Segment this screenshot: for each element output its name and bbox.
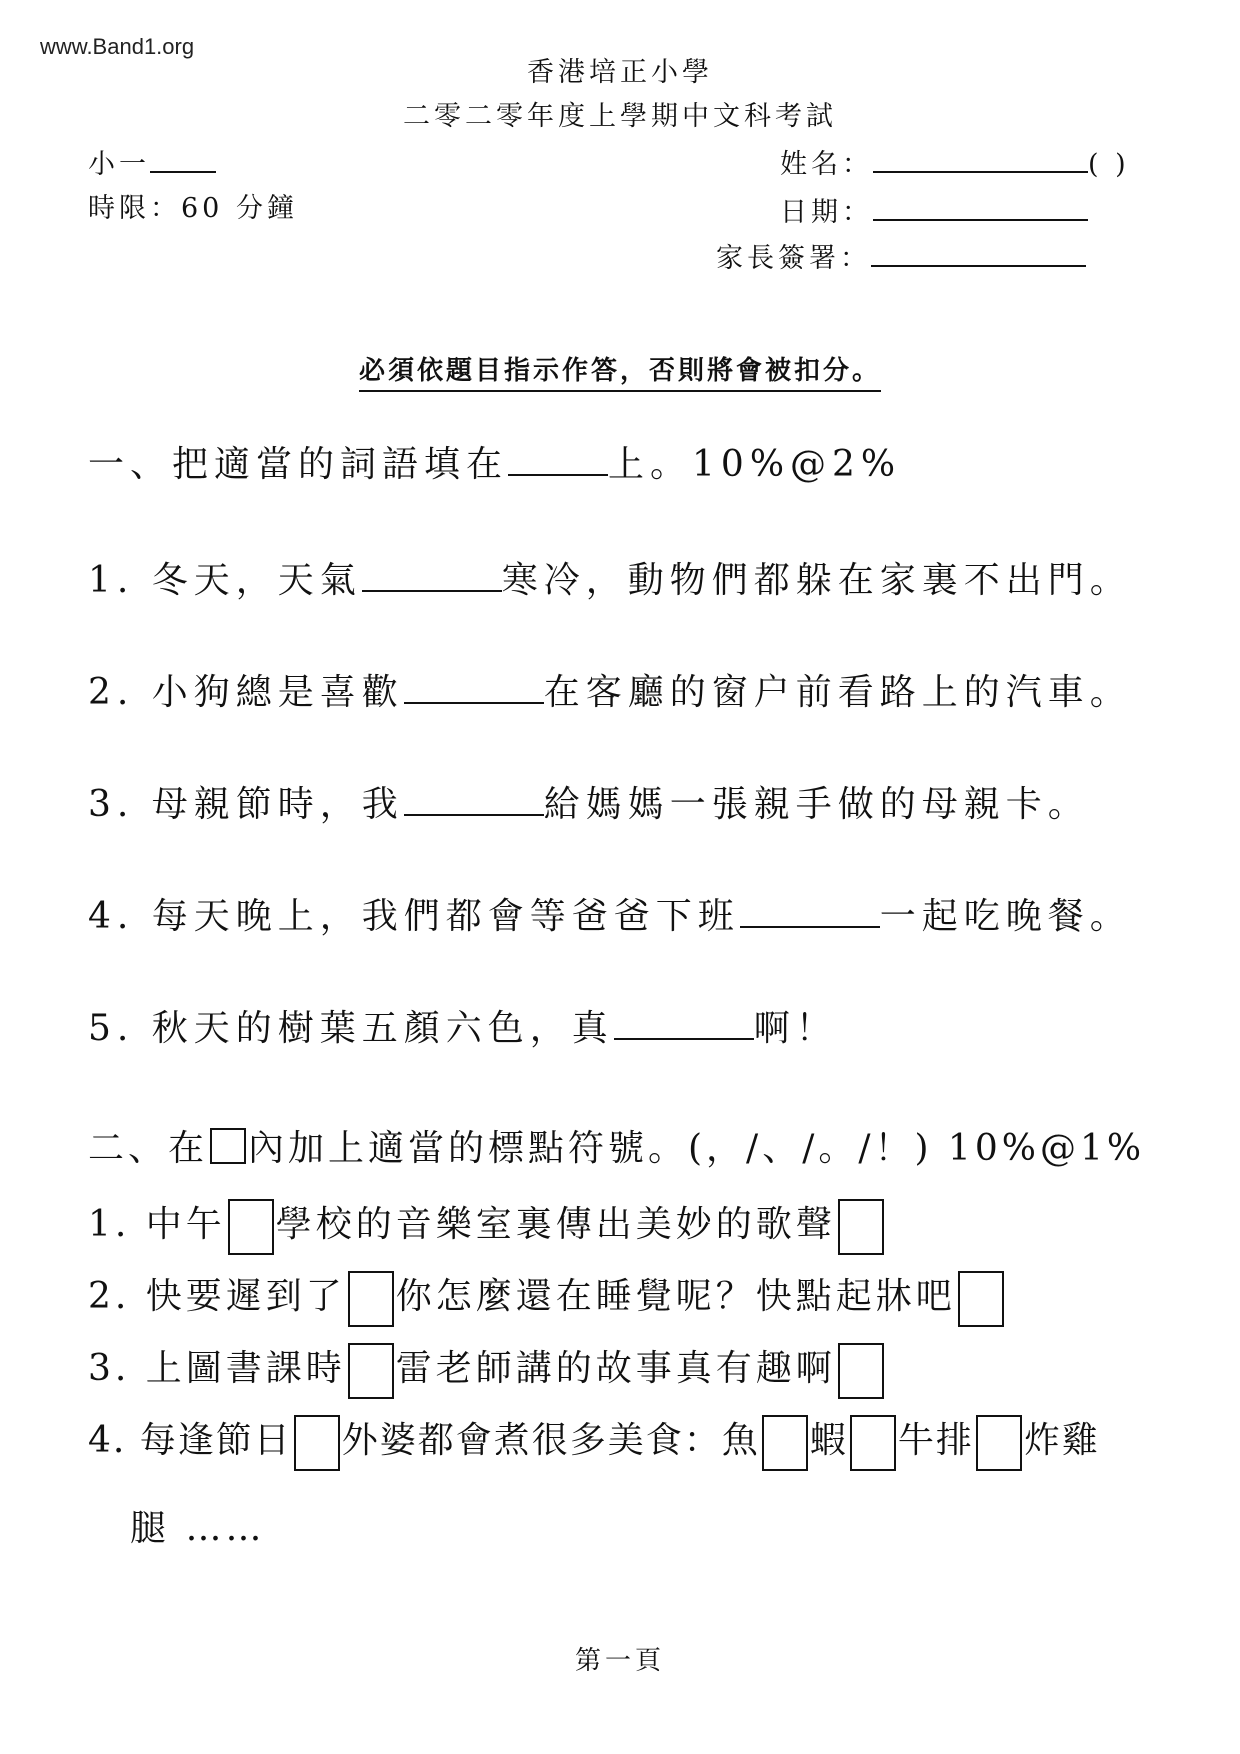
date-blank[interactable]: [873, 218, 1088, 221]
punctuation-box[interactable]: [348, 1343, 394, 1399]
s1-question-3: 3. 母親節時，我 給媽媽一張親手做的母親卡。: [88, 784, 1090, 825]
class-blank[interactable]: [150, 170, 216, 173]
punctuation-box[interactable]: [838, 1343, 884, 1399]
class-field: [88, 142, 216, 181]
answer-blank[interactable]: [404, 813, 544, 816]
s2-question-4-continued: 腿 ……: [130, 1508, 266, 1549]
instruction: 必須依題目指示作答，否則將會被扣分。: [0, 350, 1240, 387]
s2-question-4: 4. 每逢節日 外婆都會煮很多美食：魚 蝦 牛排 炸雞: [88, 1412, 1100, 1471]
section1-title: 一、把適當的詞語填在 上。10%@2%: [88, 444, 902, 485]
name-blank[interactable]: [873, 170, 1088, 173]
s1-question-5: 5. 秋天的樹葉五顏六色，真 啊！: [88, 1008, 838, 1049]
punctuation-box[interactable]: [762, 1415, 808, 1471]
page-number: 第一頁: [574, 1646, 665, 1676]
date-label: 日期：: [780, 197, 873, 228]
sample-blank: [508, 473, 608, 476]
s2-question-2: 2. 快要遲到了 你怎麼還在睡覺呢？快點起牀吧: [88, 1268, 1006, 1327]
answer-blank[interactable]: [614, 1037, 754, 1040]
school-name: 香港培正小學: [527, 57, 713, 88]
s1-question-2: 2. 小狗總是喜歡 在客廳的窗户前看路上的汽車。: [88, 672, 1132, 713]
answer-blank[interactable]: [362, 589, 502, 592]
class-label: 小一: [88, 149, 150, 180]
signature-blank[interactable]: [871, 264, 1086, 267]
s2-question-1: 1. 中午 學校的音樂室裏傳出美妙的歌聲: [88, 1196, 886, 1255]
s2-question-3: 3. 上圖書課時 雷老師講的故事真有趣啊: [88, 1340, 886, 1399]
punctuation-box[interactable]: [958, 1271, 1004, 1327]
punctuation-box[interactable]: [838, 1199, 884, 1255]
s1-question-1: 1. 冬天，天氣 寒冷，動物們都躲在家裏不出門。: [88, 560, 1132, 601]
punctuation-box[interactable]: [976, 1415, 1022, 1471]
punctuation-box[interactable]: [228, 1199, 274, 1255]
answer-blank[interactable]: [404, 701, 544, 704]
exam-title: 二零二零年度上學期中文科考試: [403, 101, 837, 132]
punctuation-box[interactable]: [294, 1415, 340, 1471]
s1-question-4: 4. 每天晚上，我們都會等爸爸下班 一起吃晚餐。: [88, 896, 1132, 937]
sample-box-icon: [210, 1128, 246, 1164]
date-field: [780, 190, 1088, 229]
section2-title: 二、在 內加上適當的標點符號。(，/、/。/！) 10%@1%: [88, 1128, 1146, 1169]
watermark-text: www.Band1.org: [40, 34, 195, 59]
time-limit: 時限：60 分鐘: [88, 193, 298, 224]
name-label: 姓名：: [780, 149, 873, 180]
punctuation-box[interactable]: [348, 1271, 394, 1327]
signature-label: 家長簽署：: [716, 243, 871, 274]
signature-field: [716, 236, 1086, 275]
punctuation-box[interactable]: [850, 1415, 896, 1471]
class-number-paren[interactable]: ( ): [1088, 149, 1130, 180]
answer-blank[interactable]: [740, 925, 880, 928]
name-field: [780, 142, 1130, 181]
